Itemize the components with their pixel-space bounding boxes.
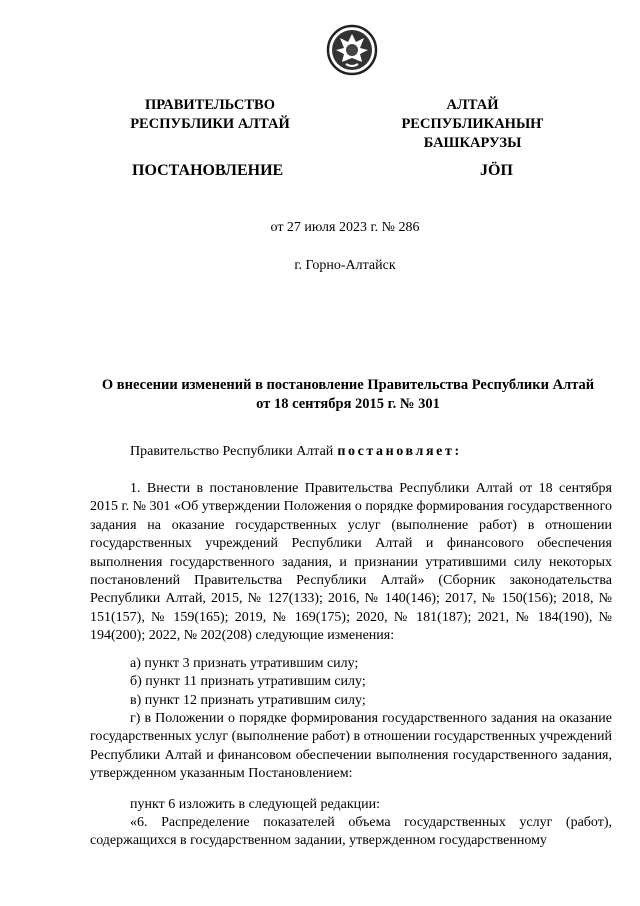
paragraph-1 [90, 480, 612, 646]
list-item: в) пункт 12 признать утратившим силу; [130, 692, 366, 708]
amendment-list [130, 655, 366, 710]
list-item: б) пункт 11 признать утратившим силу; [130, 674, 366, 690]
header-left-line2: РЕСПУБЛИКИ АЛТАЙ [130, 116, 290, 132]
quoted-clause-text: «6. Распределение показателей объема государственных услуг (работ), содержащихся в государственном задании, утвержденном государственному [90, 815, 612, 849]
header-left-line1: ПРАВИТЕЛЬСТВО [145, 97, 275, 113]
document-date: от 27 июля 2023 г. № 286 [270, 220, 420, 235]
doc-type-altai: ЈӦП [480, 162, 513, 179]
paragraph-1-text: 1. Внести в постановление Правительства Республики Алтай от 18 сентября 2015 г. № 301 «Об утверждении Положения о порядке формирования государственного задания на оказание государственных услуг (выполнение работ) в отношении государственных учреждений Республики Алтай и финансового обеспечения выполнения государственного задания, и признании утратившими силу некоторых постановлений Правительства Республики Алтай» (Сборник законодательства Республики Алтай, 2015, № 127(133); 2016, № 140(146); 2017, № 150(156); 2018, № 151(157), № 159(165); 2019, № 169(175); 2020, № 181(187); 2021, № 184(190), № 194(200); 2022, № 202(208) следующие изменения: [90, 481, 612, 644]
intro-subject: Правительство Республики Алтай [130, 444, 334, 459]
title-line1: О внесении изменений в постановление Правительства Республики Алтай [101, 377, 595, 393]
header-left [120, 96, 300, 134]
item-g-text: г) в Положении о порядке формирования государственного задания на оказание государственных услуг (выполнение работ) в отношении государственных учреждений Республики Алтай и финансовом обеспечении выполнения государственного задания, утвержденном указанным Постановлением: [90, 711, 612, 782]
document-title [82, 376, 614, 414]
header-right-line2: БАШКАРУЗЫ [423, 135, 522, 151]
quoted-clause [90, 814, 612, 851]
item-g [90, 710, 612, 784]
document-city: г. Горно-Алтайск [294, 258, 396, 273]
doc-type-russian: ПОСТАНОВЛЕНИЕ [132, 162, 284, 179]
punkt6-line: пункт 6 изложить в следующей редакции: [130, 797, 380, 812]
list-item: а) пункт 3 признать утратившим силу; [130, 656, 359, 671]
header-right-line1: АЛТАЙ РЕСПУБЛИКАНЫҤ [401, 97, 544, 132]
intro-line [130, 444, 462, 460]
header-right [380, 96, 565, 153]
title-line2: от 18 сентября 2015 г. № 301 [256, 396, 440, 412]
intro-verb: постановляет: [337, 444, 462, 459]
republic-altai-emblem-icon [326, 24, 378, 76]
